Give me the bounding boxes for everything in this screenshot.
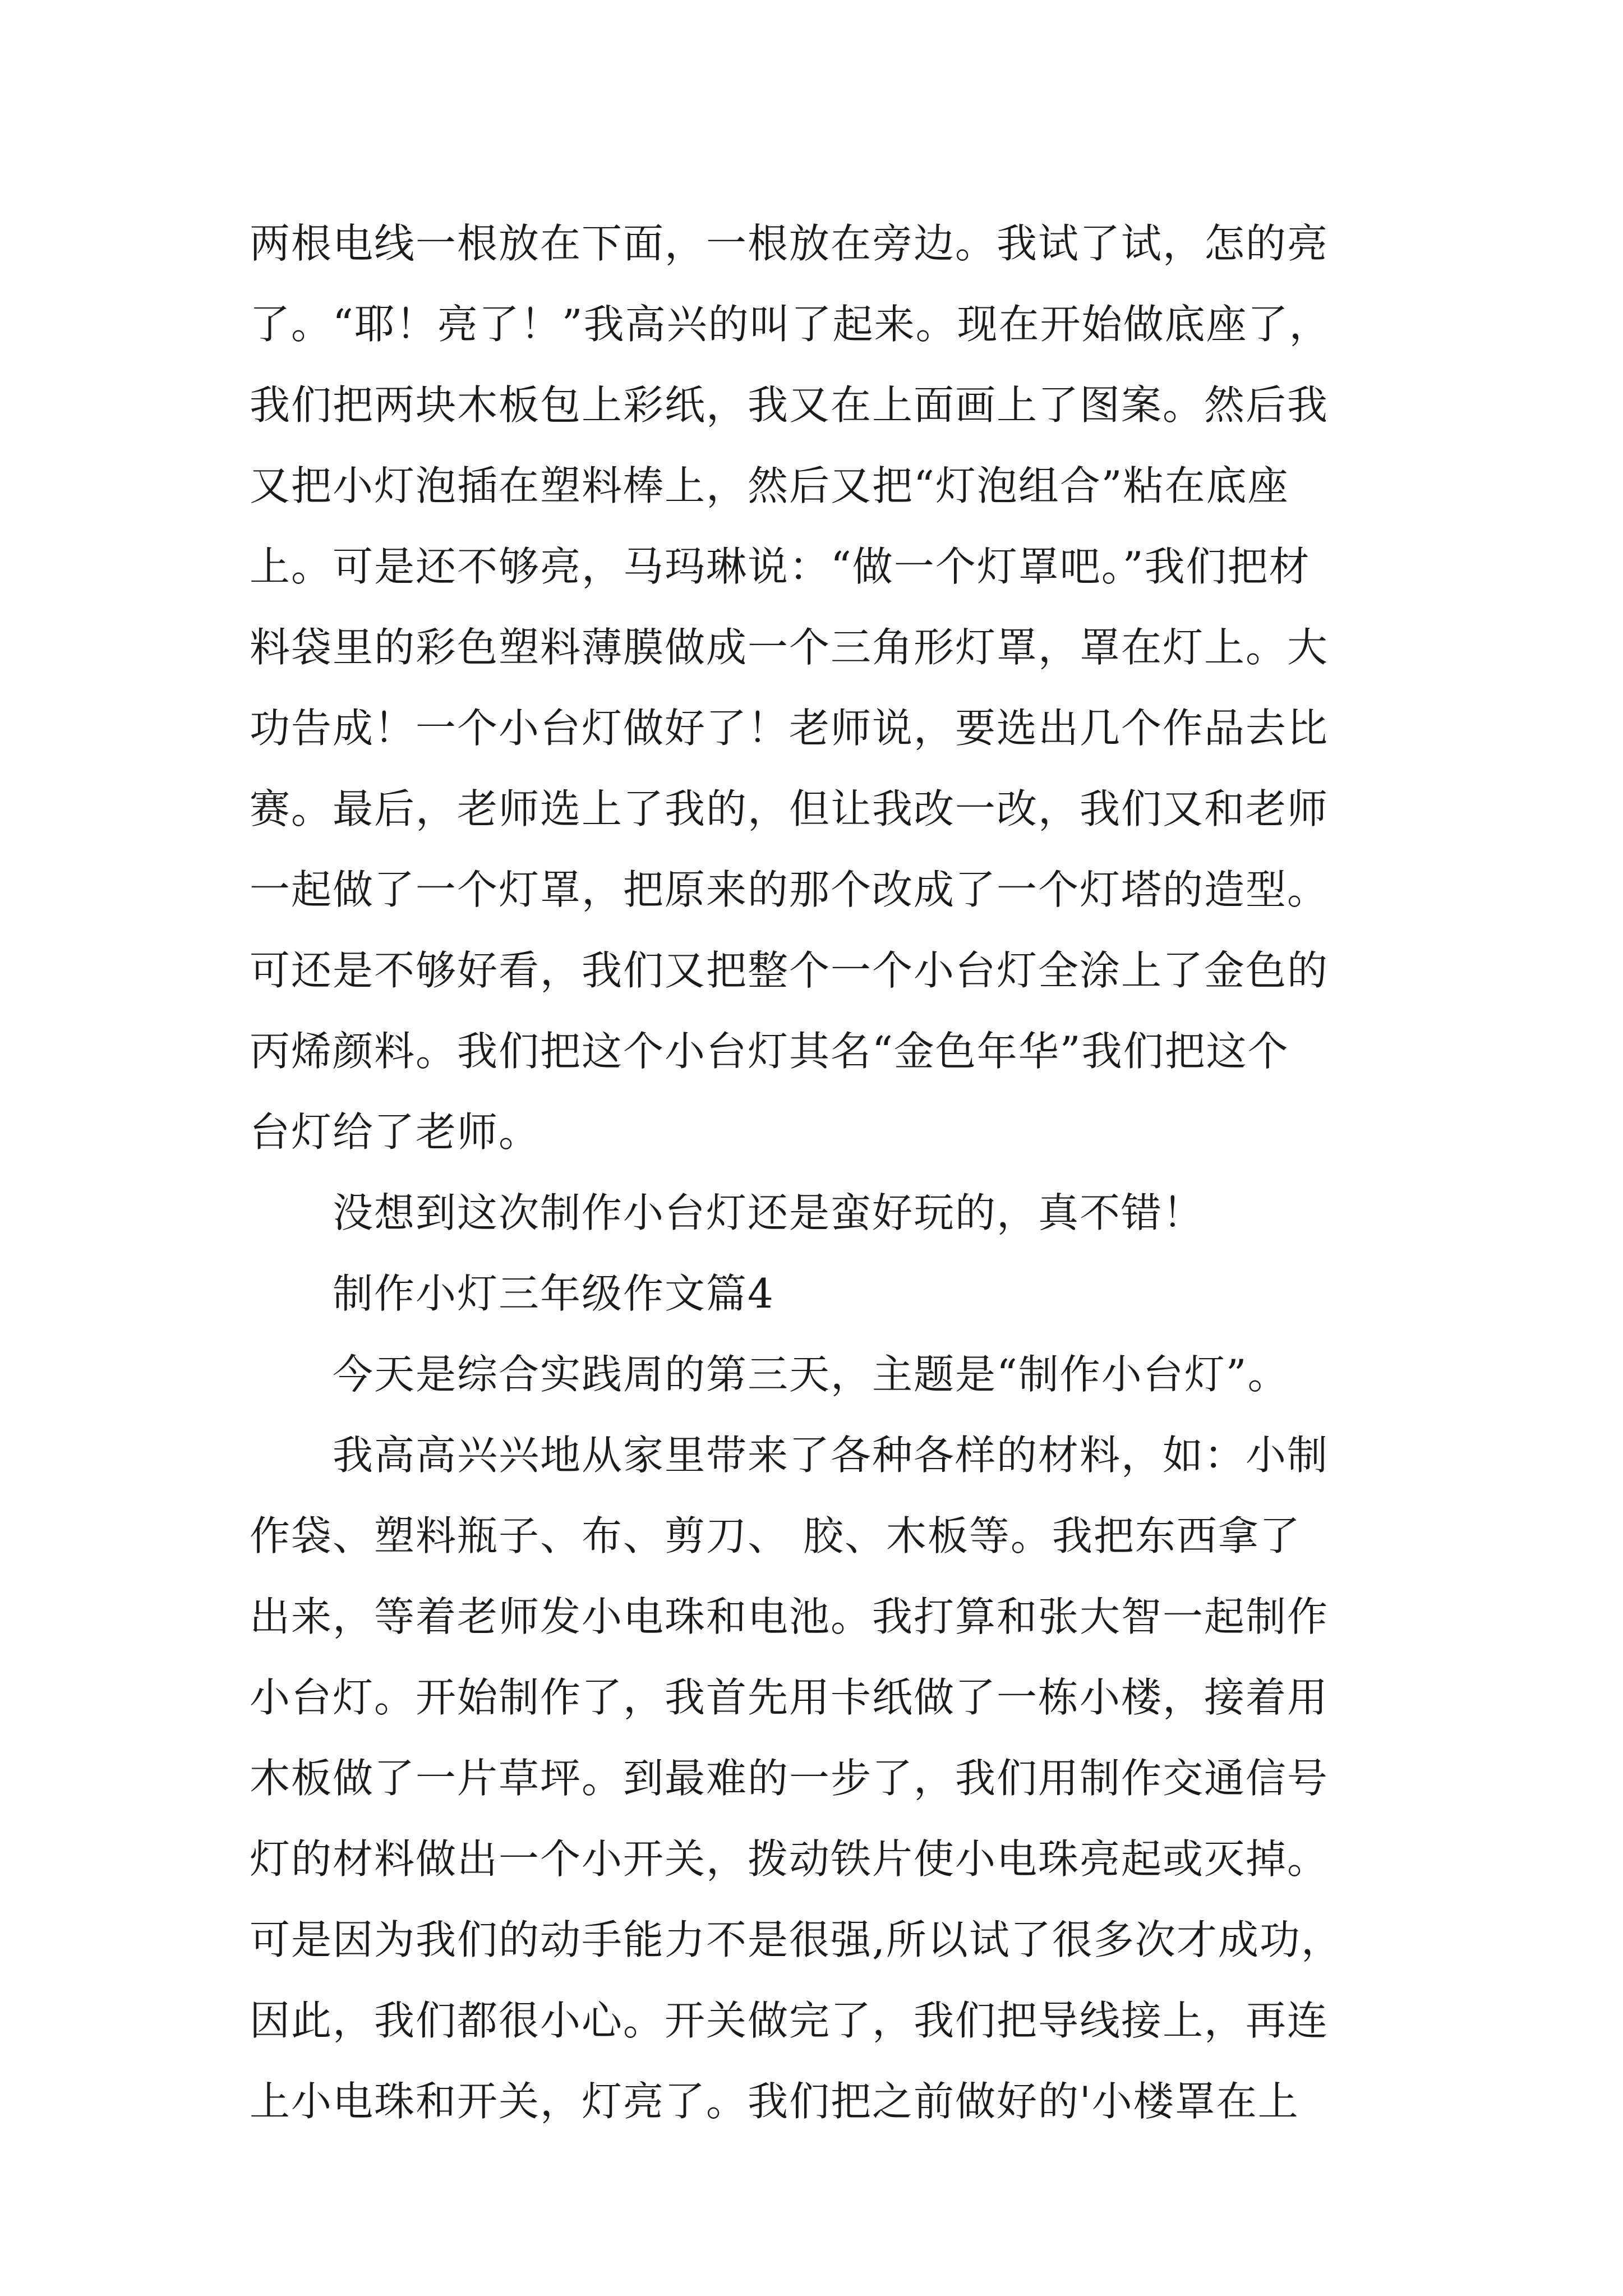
text-line: 丙烯颜料。我们把这个小台灯其名“金色年华”我们把这个: [250, 1028, 1289, 1075]
section-heading: 制作小灯三年级作文篇4: [333, 1270, 774, 1317]
text-line: 料袋里的彩色塑料薄膜做成一个三角形灯罩，罩在灯上。大: [250, 624, 1329, 671]
text-line: 可还是不够好看，我们又把整个一个小台灯全涂上了金色的: [250, 947, 1329, 994]
text-line: 小台灯。开始制作了，我首先用卡纸做了一栋小楼，接着用: [250, 1674, 1329, 1721]
paragraph-line: 没想到这次制作小台灯还是蛮好玩的，真不错！: [333, 1189, 1205, 1236]
paragraph-line: 今天是综合实践周的第三天，主题是“制作小台灯”。: [333, 1351, 1289, 1398]
text-line: 了。“耶！亮了！”我高兴的叫了起来。现在开始做底座了，: [250, 301, 1331, 348]
text-line: 我们把两块木板包上彩纸，我又在上面画上了图案。然后我: [250, 381, 1329, 429]
text-line: 功告成！一个小台灯做好了！老师说，要选出几个作品去比: [250, 705, 1329, 752]
text-line: 作袋、塑料瓶子、布、剪刀、 胶、木板等。我把东西拿了: [250, 1512, 1301, 1559]
paragraph-line: 我高高兴兴地从家里带来了各种各样的材料，如：小制: [333, 1432, 1329, 1479]
text-line: 又把小灯泡插在塑料棒上，然后又把“灯泡组合”粘在底座: [250, 462, 1289, 509]
text-line: 上。可是还不够亮，马玛琳说：“做一个灯罩吧。”我们把材: [250, 543, 1311, 590]
text-line: 台灯给了老师。: [250, 1108, 541, 1156]
text-line: 木板做了一片草坪。到最难的一步了，我们用制作交通信号: [250, 1755, 1329, 1802]
text-line: 可是因为我们的动手能力不是很强,所以试了很多次才成功，: [250, 1916, 1343, 1963]
text-line: 因此，我们都很小心。开关做完了，我们把导线接上，再连: [250, 1997, 1329, 2044]
text-line: 一起做了一个灯罩，把原来的那个改成了一个灯塔的造型。: [250, 866, 1329, 913]
text-line: 出来，等着老师发小电珠和电池。我打算和张大智一起制作: [250, 1593, 1329, 1640]
text-line: 灯的材料做出一个小开关，拨动铁片使小电珠亮起或灭掉。: [250, 1835, 1329, 1883]
text-line: 上小电珠和开关，灯亮了。我们把之前做好的'小楼罩在上: [250, 2078, 1299, 2125]
text-line: 两根电线一根放在下面，一根放在旁边。我试了试，怎的亮: [250, 220, 1329, 267]
text-line: 赛。最后，老师选上了我的，但让我改一改，我们又和老师: [250, 785, 1329, 832]
essay-text: [250, 203, 1388, 2142]
